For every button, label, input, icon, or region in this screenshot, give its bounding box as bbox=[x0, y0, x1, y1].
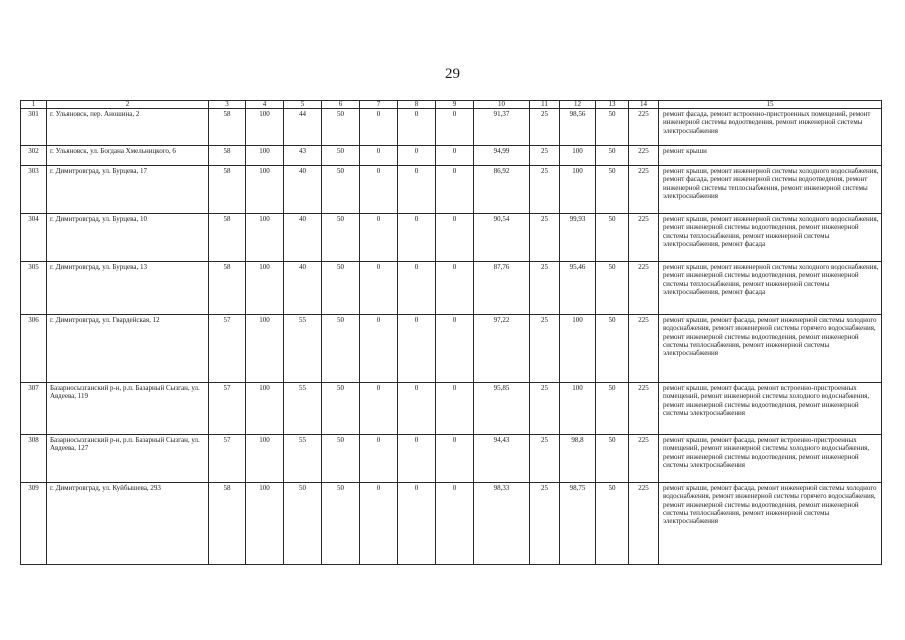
col5-cell: 50 bbox=[284, 483, 322, 565]
address-cell: г. Димитровград, ул. Бурцева, 17 bbox=[47, 166, 209, 214]
col11-cell: 25 bbox=[530, 383, 560, 435]
column-header-10: 10 bbox=[474, 101, 530, 109]
col11-cell: 25 bbox=[530, 109, 560, 146]
col8-cell: 0 bbox=[398, 262, 436, 315]
column-header-5: 5 bbox=[284, 101, 322, 109]
column-header-6: 6 bbox=[322, 101, 360, 109]
col4-cell: 100 bbox=[246, 146, 284, 166]
col8-cell: 0 bbox=[398, 166, 436, 214]
col11-cell: 25 bbox=[530, 146, 560, 166]
col12-cell: 95,46 bbox=[560, 262, 596, 315]
col8-cell: 0 bbox=[398, 109, 436, 146]
col3-cell: 58 bbox=[209, 166, 246, 214]
col8-cell: 0 bbox=[398, 383, 436, 435]
col5-cell: 44 bbox=[284, 109, 322, 146]
table-row bbox=[21, 262, 882, 315]
col7-cell: 0 bbox=[360, 214, 398, 262]
address-cell: г. Ульяновск, пер. Аношина, 2 bbox=[47, 109, 209, 146]
col9-cell: 0 bbox=[436, 315, 474, 383]
col6-cell: 50 bbox=[322, 383, 360, 435]
works-description-cell: ремонт крыши, ремонт фасада, ремонт инженерной системы холодного водоснабжения, ремонт инженерной системы горячего водоснабжения, ремонт инженерной системы водоотведения, ремонт инженерной системы теплоснабжения, ремонт инженерной системы электроснабжения bbox=[659, 483, 882, 565]
col14-cell: 225 bbox=[629, 262, 659, 315]
col10-cell: 94,99 bbox=[474, 146, 530, 166]
col12-cell: 98,75 bbox=[560, 483, 596, 565]
header-row bbox=[21, 101, 882, 109]
address-cell: г. Димитровград, ул. Бурцева, 13 bbox=[47, 262, 209, 315]
col7-cell: 0 bbox=[360, 315, 398, 383]
column-header-2: 2 bbox=[47, 101, 209, 109]
col10-cell: 95,85 bbox=[474, 383, 530, 435]
col13-cell: 50 bbox=[596, 214, 629, 262]
column-header-11: 11 bbox=[530, 101, 560, 109]
col12-cell: 98,56 bbox=[560, 109, 596, 146]
table-row bbox=[21, 214, 882, 262]
column-header-13: 13 bbox=[596, 101, 629, 109]
col7-cell: 0 bbox=[360, 383, 398, 435]
col7-cell: 0 bbox=[360, 262, 398, 315]
table-row bbox=[21, 383, 882, 435]
col9-cell: 0 bbox=[436, 166, 474, 214]
table-row bbox=[21, 146, 882, 166]
repair-table bbox=[20, 100, 882, 565]
column-header-4: 4 bbox=[246, 101, 284, 109]
col13-cell: 50 bbox=[596, 146, 629, 166]
col6-cell: 50 bbox=[322, 435, 360, 483]
col10-cell: 97,22 bbox=[474, 315, 530, 383]
col9-cell: 0 bbox=[436, 435, 474, 483]
column-header-14: 14 bbox=[629, 101, 659, 109]
col14-cell: 225 bbox=[629, 483, 659, 565]
works-description-cell: ремонт крыши, ремонт фасада, ремонт встроенно-пристроенных помещений, ремонт инженерной системы холодного водоснабжения, ремонт инженерной системы водоотведения, ремонт инженерной системы электроснабжения bbox=[659, 435, 882, 483]
address-cell: г. Ульяновск, ул. Богдана Хмельницкого, 6 bbox=[47, 146, 209, 166]
table-body bbox=[21, 109, 882, 565]
col11-cell: 25 bbox=[530, 262, 560, 315]
col12-cell: 100 bbox=[560, 315, 596, 383]
table-row bbox=[21, 166, 882, 214]
col14-cell: 225 bbox=[629, 383, 659, 435]
row-number: 307 bbox=[21, 383, 47, 435]
col8-cell: 0 bbox=[398, 435, 436, 483]
col8-cell: 0 bbox=[398, 483, 436, 565]
col5-cell: 55 bbox=[284, 383, 322, 435]
col12-cell: 100 bbox=[560, 166, 596, 214]
column-header-9: 9 bbox=[436, 101, 474, 109]
col13-cell: 50 bbox=[596, 315, 629, 383]
col10-cell: 94,43 bbox=[474, 435, 530, 483]
col12-cell: 100 bbox=[560, 146, 596, 166]
col8-cell: 0 bbox=[398, 146, 436, 166]
address-cell: Базарносызганский р-н, р.п. Базарный Сызган, ул. Авдеева, 119 bbox=[47, 383, 209, 435]
works-description-cell: ремонт крыши, ремонт инженерной системы холодного водоснабжения, ремонт инженерной системы водоотведения, ремонт инженерной системы теплоснабжения, ремонт инженерной системы электроснабжения, ремонт фасада bbox=[659, 262, 882, 315]
address-cell: г. Димитровград, ул. Куйбышева, 293 bbox=[47, 483, 209, 565]
col10-cell: 91,37 bbox=[474, 109, 530, 146]
col12-cell: 99,93 bbox=[560, 214, 596, 262]
col14-cell: 225 bbox=[629, 109, 659, 146]
col6-cell: 50 bbox=[322, 166, 360, 214]
col10-cell: 90,54 bbox=[474, 214, 530, 262]
col3-cell: 58 bbox=[209, 214, 246, 262]
col6-cell: 50 bbox=[322, 214, 360, 262]
col9-cell: 0 bbox=[436, 146, 474, 166]
col5-cell: 55 bbox=[284, 435, 322, 483]
works-description-cell: ремонт крыши, ремонт инженерной системы холодного водоснабжения, ремонт фасада, ремонт инженерной системы водоотведения, ремонт инженерной системы теплоснабжения, ремонт инженерной системы электроснабжения bbox=[659, 166, 882, 214]
col10-cell: 86,92 bbox=[474, 166, 530, 214]
col14-cell: 225 bbox=[629, 435, 659, 483]
column-header-7: 7 bbox=[360, 101, 398, 109]
col13-cell: 50 bbox=[596, 483, 629, 565]
col3-cell: 58 bbox=[209, 109, 246, 146]
row-number: 303 bbox=[21, 166, 47, 214]
col3-cell: 58 bbox=[209, 146, 246, 166]
col4-cell: 100 bbox=[246, 214, 284, 262]
col14-cell: 225 bbox=[629, 146, 659, 166]
works-description-cell: ремонт крыши, ремонт фасада, ремонт инженерной системы холодного водоснабжения, ремонт инженерной системы горячего водоснабжения, ремонт инженерной системы водоотведения, ремонт инженерной системы теплоснабжения, ремонт инженерной системы электроснабжения bbox=[659, 315, 882, 383]
col9-cell: 0 bbox=[436, 109, 474, 146]
col13-cell: 50 bbox=[596, 435, 629, 483]
table-row bbox=[21, 483, 882, 565]
col11-cell: 25 bbox=[530, 214, 560, 262]
row-number: 301 bbox=[21, 109, 47, 146]
address-cell: г. Димитровград, ул. Гвардейская, 12 bbox=[47, 315, 209, 383]
col3-cell: 57 bbox=[209, 383, 246, 435]
col5-cell: 43 bbox=[284, 146, 322, 166]
column-header-15: 15 bbox=[659, 101, 882, 109]
address-cell: Базарносызганский р-н, р.п. Базарный Сызган, ул. Авдеева, 127 bbox=[47, 435, 209, 483]
table-row bbox=[21, 315, 882, 383]
column-header-12: 12 bbox=[560, 101, 596, 109]
works-description-cell: ремонт крыши, ремонт фасада, ремонт встроенно-пристроенных помещений, ремонт инженерной системы холодного водоснабжения, ремонт инженерной системы водоотведения, ремонт инженерной системы электроснабжения bbox=[659, 383, 882, 435]
col14-cell: 225 bbox=[629, 166, 659, 214]
col6-cell: 50 bbox=[322, 146, 360, 166]
col8-cell: 0 bbox=[398, 315, 436, 383]
col13-cell: 50 bbox=[596, 383, 629, 435]
col9-cell: 0 bbox=[436, 214, 474, 262]
col13-cell: 50 bbox=[596, 262, 629, 315]
col8-cell: 0 bbox=[398, 214, 436, 262]
table-row bbox=[21, 109, 882, 146]
row-number: 304 bbox=[21, 214, 47, 262]
col7-cell: 0 bbox=[360, 146, 398, 166]
col6-cell: 50 bbox=[322, 483, 360, 565]
col3-cell: 58 bbox=[209, 262, 246, 315]
col12-cell: 98,8 bbox=[560, 435, 596, 483]
col5-cell: 40 bbox=[284, 214, 322, 262]
col5-cell: 40 bbox=[284, 166, 322, 214]
address-cell: г. Димитровград, ул. Бурцева, 10 bbox=[47, 214, 209, 262]
col9-cell: 0 bbox=[436, 483, 474, 565]
col11-cell: 25 bbox=[530, 483, 560, 565]
row-number: 302 bbox=[21, 146, 47, 166]
row-number: 308 bbox=[21, 435, 47, 483]
col5-cell: 55 bbox=[284, 315, 322, 383]
col3-cell: 57 bbox=[209, 315, 246, 383]
col4-cell: 100 bbox=[246, 315, 284, 383]
row-number: 306 bbox=[21, 315, 47, 383]
column-header-1: 1 bbox=[21, 101, 47, 109]
col6-cell: 50 bbox=[322, 315, 360, 383]
col10-cell: 98,33 bbox=[474, 483, 530, 565]
col4-cell: 100 bbox=[246, 166, 284, 214]
col13-cell: 50 bbox=[596, 109, 629, 146]
row-number: 309 bbox=[21, 483, 47, 565]
col9-cell: 0 bbox=[436, 383, 474, 435]
col7-cell: 0 bbox=[360, 435, 398, 483]
col4-cell: 100 bbox=[246, 435, 284, 483]
works-description-cell: ремонт фасада, ремонт встроенно-пристроенных помещений, ремонт инженерной системы водоотведения, ремонт инженерной системы электроснабжения bbox=[659, 109, 882, 146]
works-description-cell: ремонт крыши, ремонт инженерной системы холодного водоснабжения, ремонт инженерной системы водоотведения, ремонт инженерной системы теплоснабжения, ремонт инженерной системы электроснабжения, ремонт фасада bbox=[659, 214, 882, 262]
works-description-cell: ремонт крыши bbox=[659, 146, 882, 166]
col4-cell: 100 bbox=[246, 109, 284, 146]
col4-cell: 100 bbox=[246, 483, 284, 565]
row-number: 305 bbox=[21, 262, 47, 315]
col4-cell: 100 bbox=[246, 262, 284, 315]
col7-cell: 0 bbox=[360, 483, 398, 565]
col6-cell: 50 bbox=[322, 109, 360, 146]
col4-cell: 100 bbox=[246, 383, 284, 435]
table-row bbox=[21, 435, 882, 483]
col9-cell: 0 bbox=[436, 262, 474, 315]
col11-cell: 25 bbox=[530, 166, 560, 214]
col14-cell: 225 bbox=[629, 214, 659, 262]
col11-cell: 25 bbox=[530, 315, 560, 383]
col7-cell: 0 bbox=[360, 109, 398, 146]
col5-cell: 40 bbox=[284, 262, 322, 315]
col6-cell: 50 bbox=[322, 262, 360, 315]
col7-cell: 0 bbox=[360, 166, 398, 214]
page-number: 29 bbox=[445, 66, 460, 82]
column-header-8: 8 bbox=[398, 101, 436, 109]
col12-cell: 100 bbox=[560, 383, 596, 435]
col14-cell: 225 bbox=[629, 315, 659, 383]
column-header-3: 3 bbox=[209, 101, 246, 109]
col3-cell: 57 bbox=[209, 435, 246, 483]
col3-cell: 58 bbox=[209, 483, 246, 565]
col13-cell: 50 bbox=[596, 166, 629, 214]
col11-cell: 25 bbox=[530, 435, 560, 483]
col10-cell: 87,76 bbox=[474, 262, 530, 315]
